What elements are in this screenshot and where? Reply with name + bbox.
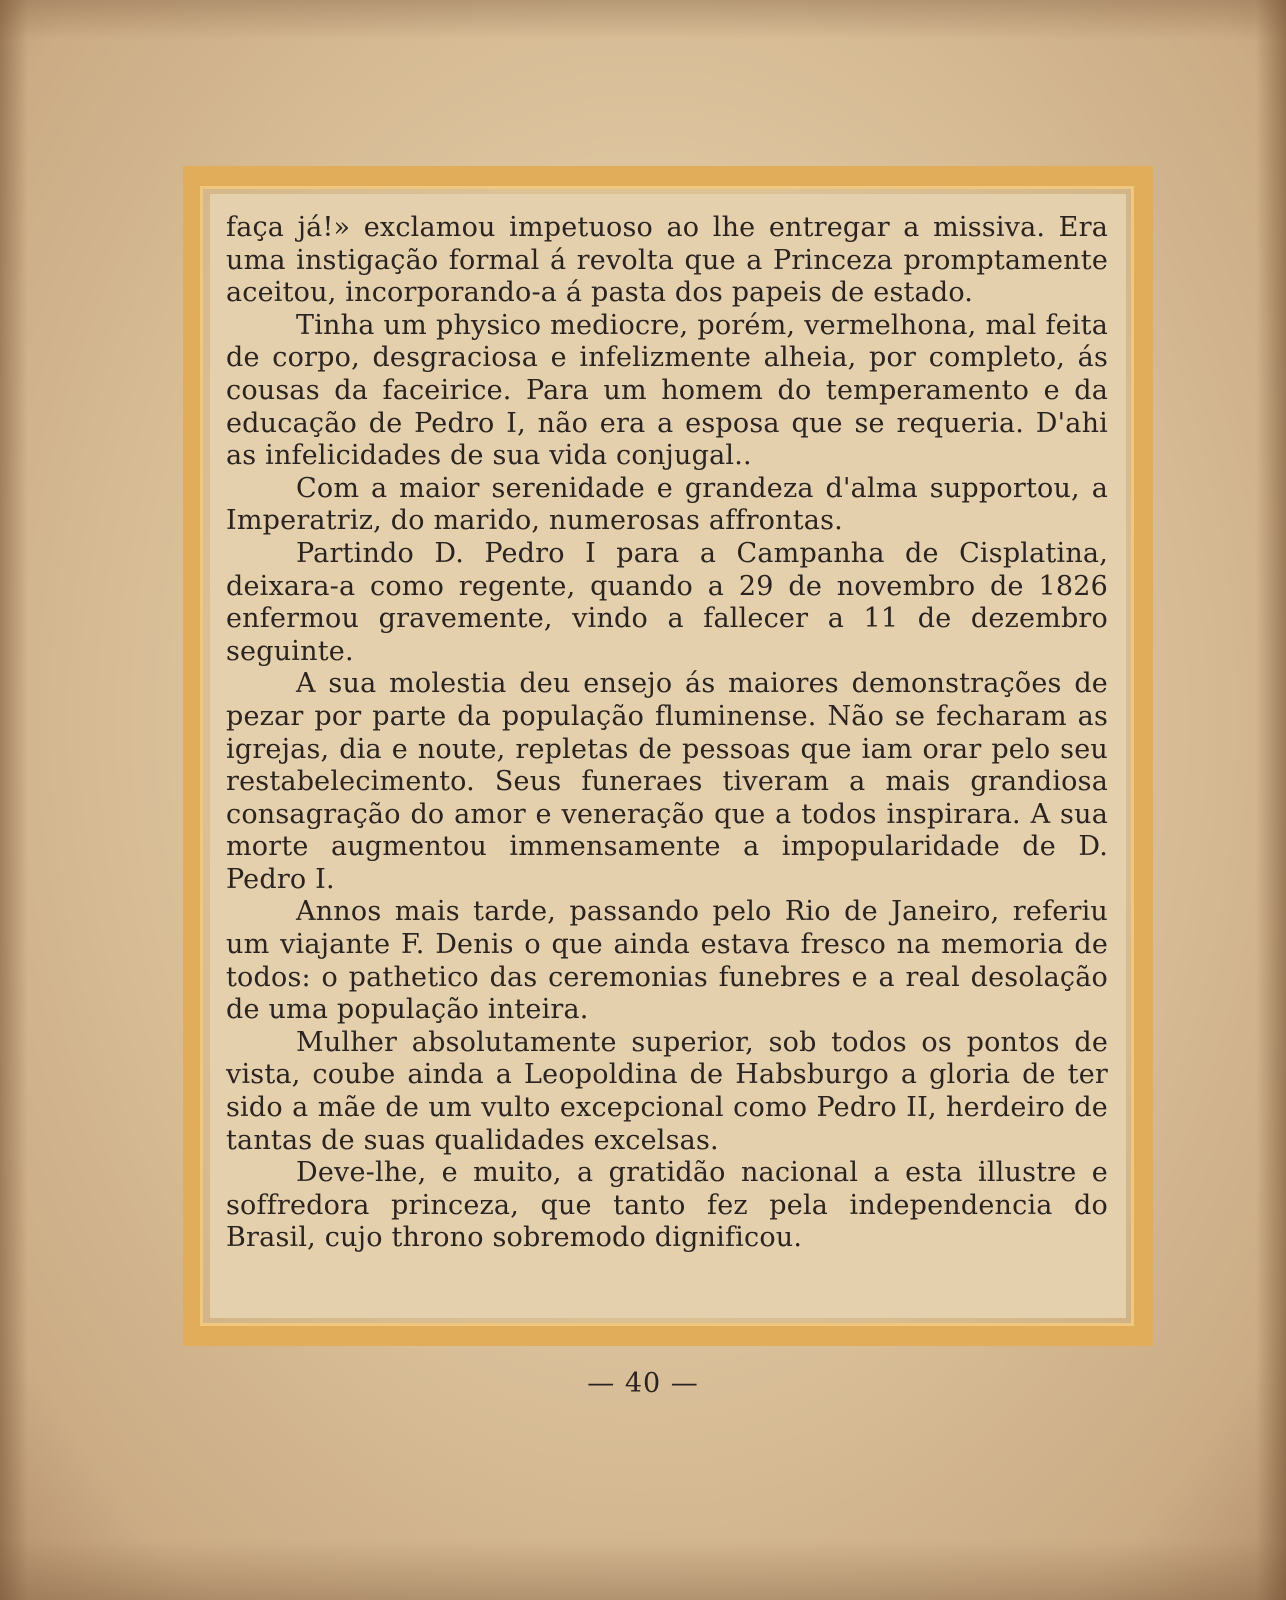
- paragraph-4: Partindo D. Pedro I para a Campanha de Cisplatina, deixara-a como regente, quando a 29 de novembro de 1826 enfermou gravemente, vindo a fallecer a 11 de dezembro seguinte.: [226, 537, 1108, 667]
- paragraph-2: Tinha um physico mediocre, porém, vermelhona, mal feita de corpo, desgraciosa e infelizmente alheia, por completo, ás cousas da faceirice. Para um homem do temperamento e da educação de Pedro I, não era a esposa que se requeria. D'ahi as infelicidades de sua vida conjugal..: [226, 309, 1108, 472]
- body-text: [226, 212, 1108, 1255]
- page-edge-shadow-bottom: [0, 1540, 1286, 1600]
- paragraph-6: Annos mais tarde, passando pelo Rio de Janeiro, referiu um viajante F. Denis o que ainda estava fresco na memoria de todos: o pathetico das ceremonias funebres e a real desolação de uma população inteira.: [226, 896, 1108, 1026]
- paragraph-3: Com a maior serenidade e grandeza d'alma supportou, a Imperatriz, do marido, numerosas affrontas.: [226, 472, 1108, 537]
- page-number: — 40 —: [587, 1368, 699, 1399]
- page-edge-shadow-top: [0, 0, 1286, 40]
- paragraph-5: A sua molestia deu ensejo ás maiores demonstrações de pezar por parte da população fluminense. Não se fecharam as igrejas, dia e noute, repletas de pessoas que iam orar pelo seu restabelecimento. Seus funeraes tiveram a mais grandiosa consagração do amor e veneração que a todos inspirara. A sua morte augmentou immensamente a impopularidade de D. Pedro I.: [226, 668, 1108, 895]
- page-edge-shadow-right: [1256, 0, 1286, 1600]
- paragraph-1: faça já!» exclamou impetuoso ao lhe entregar a missiva. Era uma instigação formal á revolta que a Princeza promptamente aceitou, incorporando-a á pasta dos papeis de estado.: [226, 212, 1108, 309]
- paragraph-8: Deve-lhe, e muito, a gratidão nacional a esta illustre e soffredora princeza, que tanto fez pela independencia do Brasil, cujo throno sobremodo dignificou.: [226, 1157, 1108, 1254]
- paragraph-7: Mulher absolutamente superior, sob todos os pontos de vista, coube ainda a Leopoldina de Habsburgo a gloria de ter sido a mãe de um vulto excepcional como Pedro II, herdeiro de tantas de suas qualidades excelsas.: [226, 1026, 1108, 1156]
- page-edge-shadow-left: [0, 0, 28, 1600]
